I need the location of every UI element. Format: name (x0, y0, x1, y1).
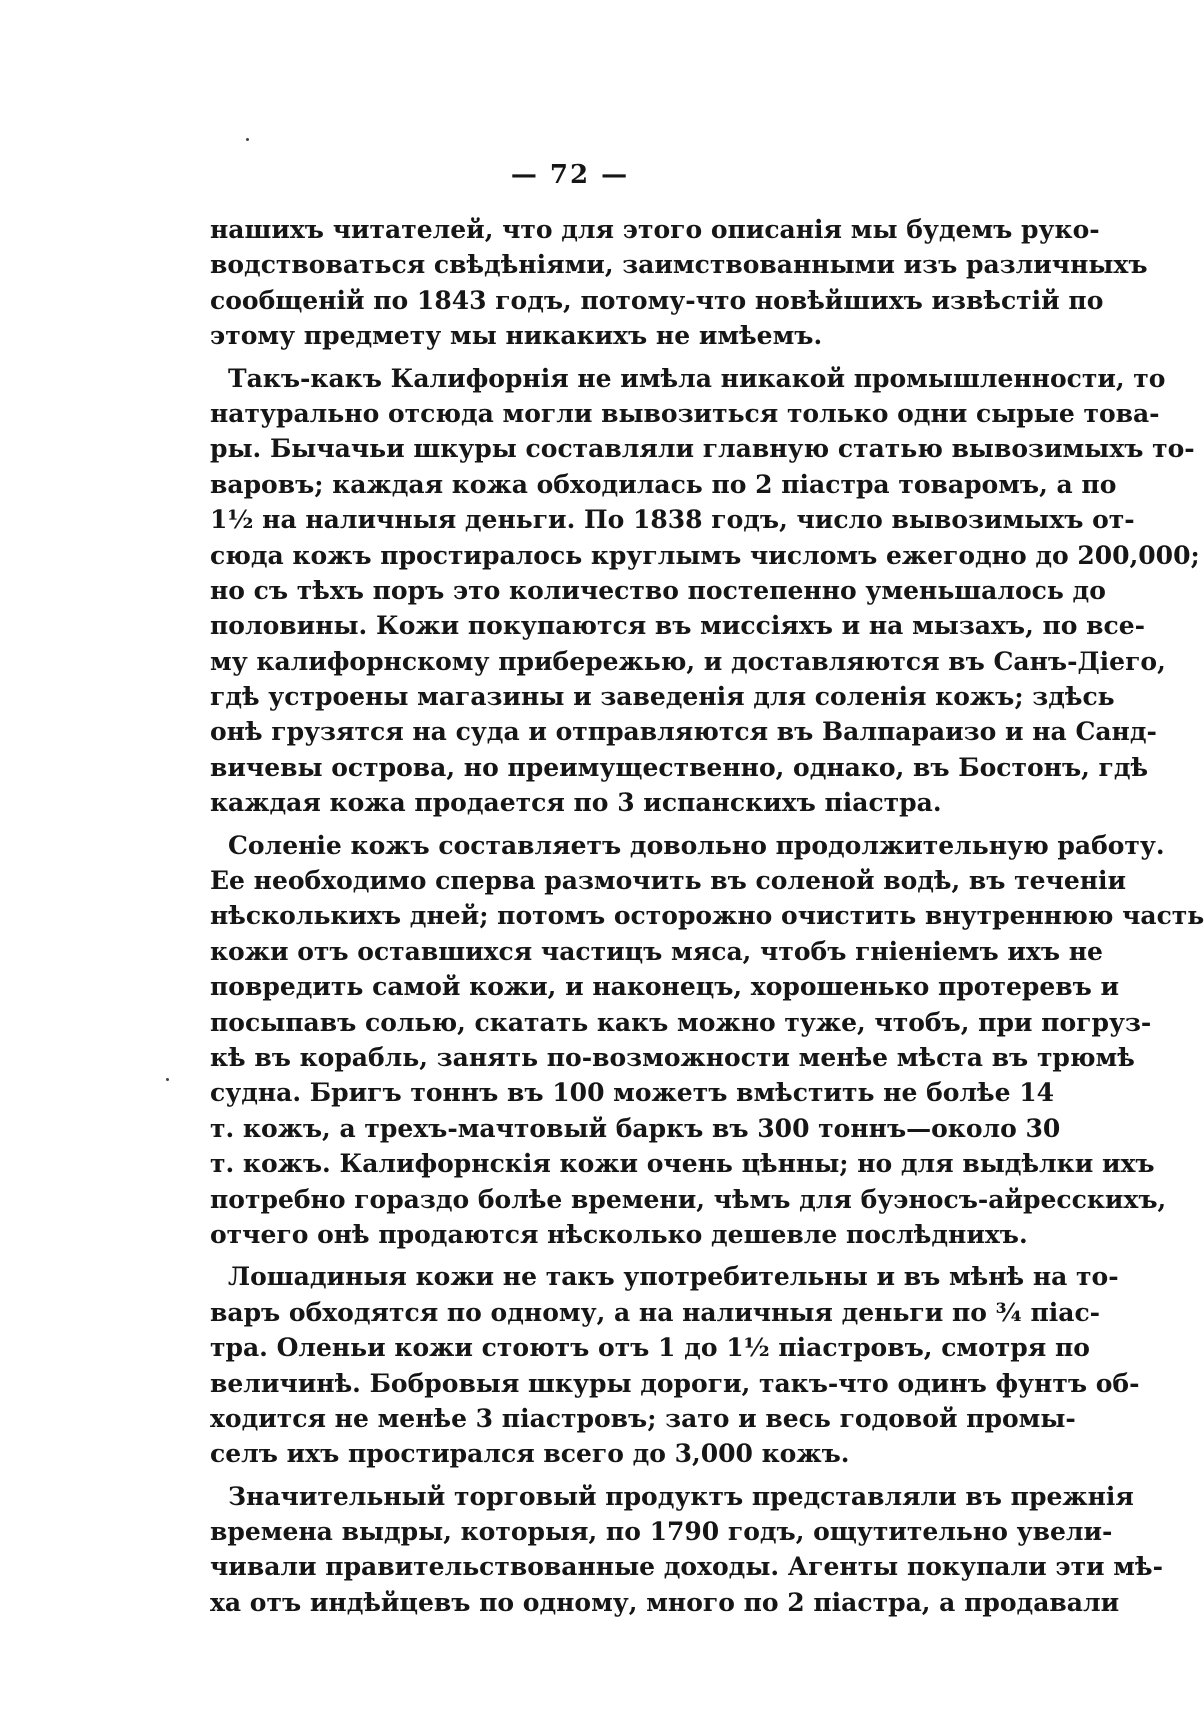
paragraph (210, 361, 1200, 821)
text-line: онѣ грузятся на суда и отправляются въ Валпараизо и на Санд- (210, 717, 1157, 747)
text-line: посыпавъ солью, скатать какъ можно туже, чтобъ, при погруз- (210, 1007, 1152, 1037)
text-line: Лошадиныя кожи не такъ употребительны и въ мѣнѣ на то- (228, 1262, 1119, 1292)
text-line: вичевы острова, но преимущественно, однако, въ Бостонъ, гдѣ (210, 752, 1149, 782)
text-line: варовъ; каждая кожа обходилась по 2 піастра товаромъ, а по (210, 469, 1117, 499)
speck-mark (166, 1078, 169, 1081)
paragraph (210, 828, 1204, 1253)
text-line: Такъ-какъ Калифорнія не имѣла никакой промышленности, то (228, 363, 1166, 393)
page-body-text (210, 212, 1204, 1627)
text-line: ходится не менѣе 3 піастровъ; зато и весь годовой промы- (210, 1403, 1076, 1433)
text-line: времена выдры, которыя, по 1790 годъ, ощутительно увели- (210, 1517, 1113, 1547)
text-line: тра. Оленьи кожи стоютъ отъ 1 до 1½ піастровъ, смотря по (210, 1333, 1090, 1363)
text-line: Ее необходимо сперва размочить въ соленой водѣ, въ теченіи (210, 866, 1127, 896)
text-line: судна. Бригъ тоннъ въ 100 можетъ вмѣстить не болѣе 14 (210, 1078, 1055, 1108)
text-line: Значительный торговый продуктъ представляли въ прежнія (228, 1481, 1134, 1511)
text-line: натурально отсюда могли вывозиться только одни сырые това- (210, 398, 1160, 428)
text-line: кожи отъ оставшихся частицъ мяса, чтобъ гніеніемъ ихъ не (210, 936, 1103, 966)
text-line: гдѣ устроены магазины и заведенія для соленія кожъ; здѣсь (210, 682, 1115, 712)
page-number: — 72 — (510, 160, 630, 190)
text-line: отчего онѣ продаются нѣсколько дешевле послѣднихъ. (210, 1219, 1028, 1249)
paragraph (210, 212, 1148, 354)
text-line: т. кожъ, а трехъ-мачтовый баркъ въ 300 тоннъ—около 30 (210, 1113, 1061, 1143)
text-line: потребно гораздо болѣе времени, чѣмъ для буэносъ-айресскихъ, (210, 1184, 1167, 1214)
text-line: величинѣ. Бобровыя шкуры дороги, такъ-что одинъ фунтъ об- (210, 1368, 1140, 1398)
text-line: Соленіе кожъ составляетъ довольно продолжительную работу. (228, 830, 1165, 860)
text-line: т. кожъ. Калифорнскія кожи очень цѣнны; но для выдѣлки ихъ (210, 1149, 1155, 1179)
text-line: чивали правительствованные доходы. Агенты покупали эти мѣ- (210, 1552, 1163, 1582)
text-line: половины. Кожи покупаются въ миссіяхъ и на мызахъ, по все- (210, 611, 1146, 641)
text-line: варъ обходятся по одному, а на наличныя деньги по ¾ піас- (210, 1297, 1101, 1327)
text-line: нашихъ читателей, что для этого описанія мы будемъ руко- (210, 215, 1100, 244)
text-line: этому предмету мы никакихъ не имѣемъ. (210, 321, 823, 351)
text-line: ха отъ индѣйцевъ по одному, много по 2 піастра, а продавали (210, 1587, 1120, 1617)
text-line: 1½ на наличныя деньги. По 1838 годъ, число вывозимыхъ от- (210, 505, 1135, 535)
text-line: сообщеній по 1843 годъ, потому-что новѣйшихъ извѣстій по (210, 285, 1104, 315)
text-line: повредить самой кожи, и наконецъ, хорошенько протеревъ и (210, 972, 1120, 1002)
text-line: му калифорнскому прибережью, и доставляются въ Санъ-Діего, (210, 646, 1166, 676)
speck-mark (246, 138, 249, 141)
text-line: водствоваться свѣдѣніями, заимствованными изъ различныхъ (210, 250, 1148, 280)
text-line: ры. Бычачьи шкуры составляли главную статью вывозимыхъ то- (210, 434, 1195, 464)
text-line: кѣ въ корабль, занять по-возможности менѣе мѣста въ трюмѣ (210, 1042, 1135, 1072)
text-line: селъ ихъ простирался всего до 3,000 кожъ. (210, 1439, 850, 1469)
text-line: но съ тѣхъ поръ это количество постепенно уменьшалось до (210, 575, 1106, 605)
text-line: сюда кожъ простиралось круглымъ числомъ ежегодно до 200,000; (210, 540, 1200, 570)
paragraph (210, 1259, 1140, 1471)
paragraph (210, 1479, 1163, 1621)
text-line: нѣсколькихъ дней; потомъ осторожно очистить внутреннюю часть (210, 901, 1204, 931)
text-line: каждая кожа продается по 3 испанскихъ піастра. (210, 788, 942, 818)
